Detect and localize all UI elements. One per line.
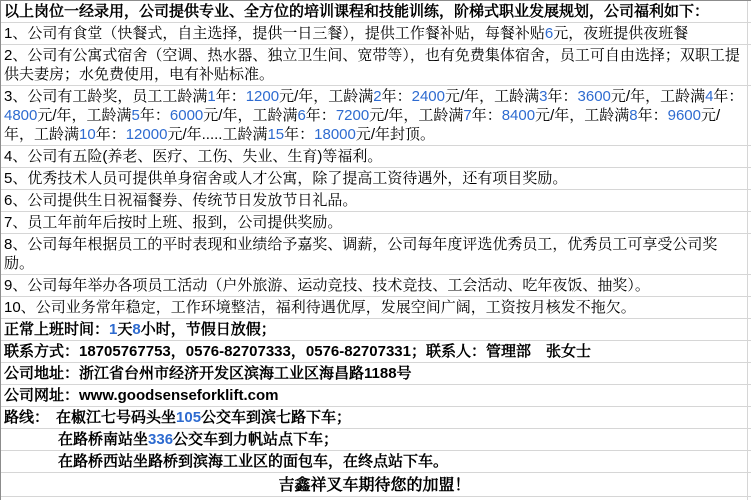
rows [1,1,751,497]
numeric-value: 3600 [577,88,611,105]
numeric-value: 1 [109,321,118,338]
company-address [1,363,751,385]
contact-info [1,341,751,363]
numeric-value: 18000 [314,126,356,143]
item-number: 7、 [4,214,28,231]
numeric-value: 5 [131,107,140,124]
intro-header [1,1,751,23]
benefit-item-3 [1,86,751,146]
row-text: 公司每年根据员工的平时表现和业绩给予嘉奖、调薪，公司每年度评选优秀员工，优秀员工可享受公司奖励。 [4,236,718,272]
numeric-value: 2400 [411,88,445,105]
row-text: 优秀技术人员可提供单身宿舍或人才公寓，除了提高工资待遇外，还有项目奖励。 [27,170,568,187]
benefit-item-10 [1,297,751,319]
row-text: 吉鑫祥叉车期待您的加盟！ [278,477,471,494]
benefit-item-2 [1,45,751,86]
item-number: 1、 [4,25,28,42]
numeric-value: 1200 [245,88,280,105]
row-label: 路线： [4,409,50,426]
numeric-value: 3 [539,88,548,105]
row-text: 在路桥西站坐路桥到滨海工业区的面包车，在终点站下车。 [58,453,449,470]
item-number: 9、 [4,277,28,294]
numeric-value: 7200 [335,107,370,124]
numeric-value: 1 [207,88,216,105]
route-line-3 [1,451,751,473]
numeric-value: 6000 [169,107,204,124]
route-line-2 [1,429,751,451]
row-text: 公司地址：浙江省台州市经济开发区滨海工业区海昌路1188号 [4,365,412,382]
item-number: 2、 [4,47,28,64]
numeric-value: 10 [79,126,96,143]
numeric-value: 4 [705,88,714,105]
work-hours [1,319,751,341]
benefit-item-1 [1,23,751,45]
row-text: 公司有五险(养老、医疗、工伤、失业、生育)等福利。 [27,148,383,165]
item-number: 8、 [4,236,28,253]
numeric-value: 336 [148,431,174,448]
benefit-item-8 [1,234,751,275]
row-text: 公司提供生日祝福餐券、传统节日发放节日礼品。 [27,192,358,209]
numeric-value: 105 [176,409,202,426]
row-text: 公司有公寓式宿舍（空调、热水器、独立卫生间、宽带等），也有免费集体宿舍，员工可自由选择；双职工提供夫妻房；水免费使用，电有补贴标准。 [4,47,740,83]
row-text: 公司网址：www.goodsenseforklift.com [4,387,279,404]
item-number: 6、 [4,192,28,209]
item-number: 3、 [4,88,28,105]
row-text: 公司业务常年稳定，工作环境整洁，福利待遇优厚，发展空间广阔，工资按月核发不拖欠。 [35,299,636,316]
row-text: 公司有食堂（快餐式，自主选择，提供一日三餐），提供工作餐补贴，每餐补贴6元，夜班提供夜班餐 [27,25,689,42]
item-number: 5、 [4,170,28,187]
company-website [1,385,751,407]
sheet-gridline-vertical [747,1,748,500]
benefit-item-7 [1,212,751,234]
numeric-value: 8 [629,107,638,124]
numeric-value: 4800 [4,107,38,124]
item-number: 4、 [4,148,28,165]
numeric-value: 2 [373,88,382,105]
numeric-value: 6 [297,107,306,124]
route-line-1 [1,407,751,429]
numeric-value: 15 [267,126,285,143]
row-text: 以上岗位一经录用，公司提供专业、全方位的培训课程和技能训练，阶梯式职业发展规划，公司福利如下： [4,3,710,20]
closing-slogan [1,473,751,497]
benefit-item-6 [1,190,751,212]
numeric-value: 6 [544,25,554,42]
item-number: 10、 [4,299,36,316]
row-text: 在椒江七号码头坐105公交车到滨七路下车； [56,409,352,426]
row-text: 在路桥南站坐336公交车到力帆站点下车； [58,431,339,448]
benefit-item-9 [1,275,751,297]
numeric-value: 9600 [667,107,701,124]
row-text: 联系方式：18705767753，0576-82707333，0576-82707331；联系人：管理部 张女士 [4,343,591,360]
benefit-item-4 [1,146,751,168]
row-text: 员工年前年后按时上班、报到，公司提供奖励。 [27,214,343,231]
numeric-value: 7 [463,107,472,124]
numeric-value: 8400 [501,107,536,124]
numeric-value: 8 [132,321,141,338]
row-text: 公司有工龄奖，员工工龄满1年：1200元/年，工龄满2年：2400元/年，工龄满3年：3600元/年，工龄满4年：4800元/年，工龄满5年：6000元/年，工龄满6年：7200元/年，工龄满7年：8400元/年，工龄满8年：9600元/年，工龄满10年：12000元/年.....工龄满15年：18000元/年封顶。 [4,88,744,143]
row-text: 正常上班时间：1天8小时，节假日放假； [4,321,276,338]
numeric-value: 12000 [125,126,168,143]
benefit-item-5 [1,168,751,190]
row-text: 公司每年举办各项员工活动（户外旅游、运动竞技、技术竞技、工会活动、吃年夜饭、抽奖）。 [27,277,650,294]
